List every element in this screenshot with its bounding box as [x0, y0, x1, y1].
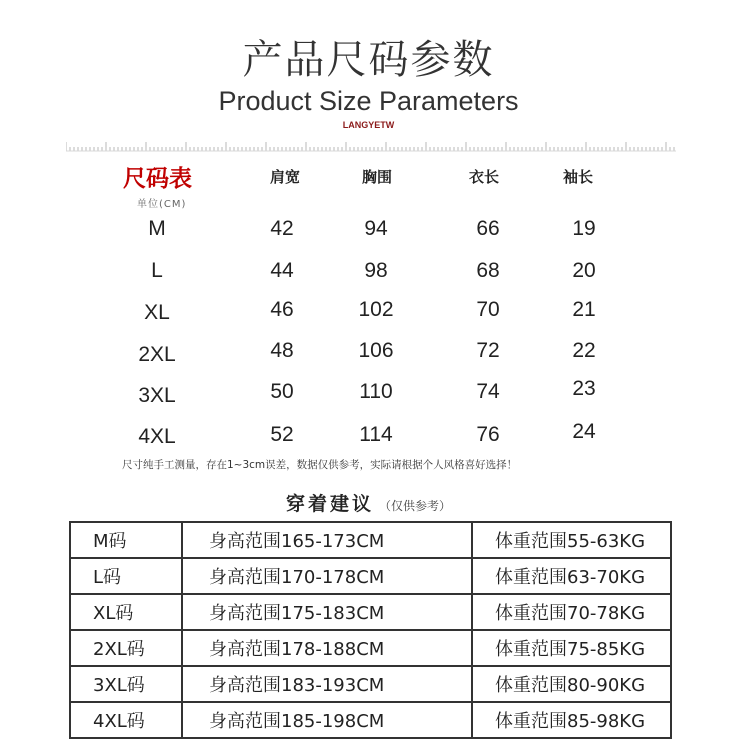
- advice-weight-cell: 体重范围63-70KG: [472, 558, 671, 594]
- table-row: [70, 558, 671, 594]
- value-cell: 46: [270, 298, 294, 321]
- value-cell: 94: [364, 217, 388, 240]
- size-cell: 2XL: [138, 343, 176, 366]
- advice-subtitle: （仅供参考）: [379, 499, 452, 513]
- brand-label: LANGYETW: [342, 120, 395, 130]
- size-cell: 4XL: [138, 425, 176, 448]
- value-cell: 19: [572, 217, 596, 240]
- value-cell: 22: [572, 339, 596, 362]
- column-header-length: 衣长: [469, 168, 500, 186]
- size-chart-title: 尺码表: [123, 166, 192, 192]
- advice-heading: [0, 489, 737, 516]
- advice-size-cell: M码: [70, 522, 182, 558]
- advice-height-cell: 身高范围165-173CM: [182, 522, 472, 558]
- value-cell: 74: [476, 380, 500, 403]
- value-cell: 50: [270, 380, 294, 403]
- table-row: [70, 594, 671, 630]
- table-row: [70, 630, 671, 666]
- value-cell: 24: [572, 420, 596, 443]
- advice-table: [69, 521, 672, 739]
- value-cell: 70: [476, 298, 500, 321]
- advice-size-cell: L码: [70, 558, 182, 594]
- value-cell: 102: [358, 298, 394, 321]
- value-cell: 76: [476, 423, 500, 446]
- value-cell: 72: [476, 339, 500, 362]
- advice-height-cell: 身高范围183-193CM: [182, 666, 472, 702]
- advice-size-cell: 3XL码: [70, 666, 182, 702]
- value-cell: 68: [476, 259, 500, 282]
- advice-size-cell: XL码: [70, 594, 182, 630]
- unit-label: 单位(CM): [137, 199, 187, 210]
- table-row: [70, 702, 671, 738]
- value-cell: 110: [359, 380, 393, 403]
- table-row: [70, 522, 671, 558]
- column-header-shoulder: 肩宽: [270, 168, 301, 186]
- value-cell: 98: [364, 259, 388, 282]
- advice-height-cell: 身高范围175-183CM: [182, 594, 472, 630]
- page-title-cn: 产品尺码参数: [242, 37, 495, 83]
- size-cell: M: [148, 217, 166, 240]
- page-title-en: Product Size Parameters: [218, 86, 519, 116]
- value-cell: 44: [270, 259, 294, 282]
- column-header-sleeve: 袖长: [563, 168, 594, 186]
- measurement-note: 尺寸纯手工测量，存在1~3cm误差，数据仅供参考，实际请根据个人风格喜好选择！: [122, 459, 518, 471]
- value-cell: 48: [270, 339, 294, 362]
- advice-weight-cell: 体重范围70-78KG: [472, 594, 671, 630]
- value-cell: 66: [476, 217, 500, 240]
- advice-size-cell: 4XL码: [70, 702, 182, 738]
- advice-weight-cell: 体重范围85-98KG: [472, 702, 671, 738]
- size-cell: 3XL: [138, 384, 176, 407]
- advice-weight-cell: 体重范围80-90KG: [472, 666, 671, 702]
- value-cell: 20: [572, 259, 596, 282]
- value-cell: 21: [572, 298, 596, 321]
- advice-title: 穿着建议: [285, 493, 374, 515]
- advice-height-cell: 身高范围170-178CM: [182, 558, 472, 594]
- size-cell: L: [151, 259, 163, 282]
- advice-height-cell: 身高范围185-198CM: [182, 702, 472, 738]
- value-cell: 42: [270, 217, 294, 240]
- size-cell: XL: [144, 301, 170, 324]
- table-row: [70, 666, 671, 702]
- advice-height-cell: 身高范围178-188CM: [182, 630, 472, 666]
- advice-weight-cell: 体重范围75-85KG: [472, 630, 671, 666]
- value-cell: 106: [358, 339, 394, 362]
- advice-size-cell: 2XL码: [70, 630, 182, 666]
- value-cell: 23: [572, 377, 596, 400]
- value-cell: 114: [359, 423, 393, 446]
- value-cell: 52: [270, 423, 294, 446]
- ruler-divider: [66, 140, 676, 162]
- column-header-chest: 胸围: [362, 168, 393, 186]
- advice-weight-cell: 体重范围55-63KG: [472, 522, 671, 558]
